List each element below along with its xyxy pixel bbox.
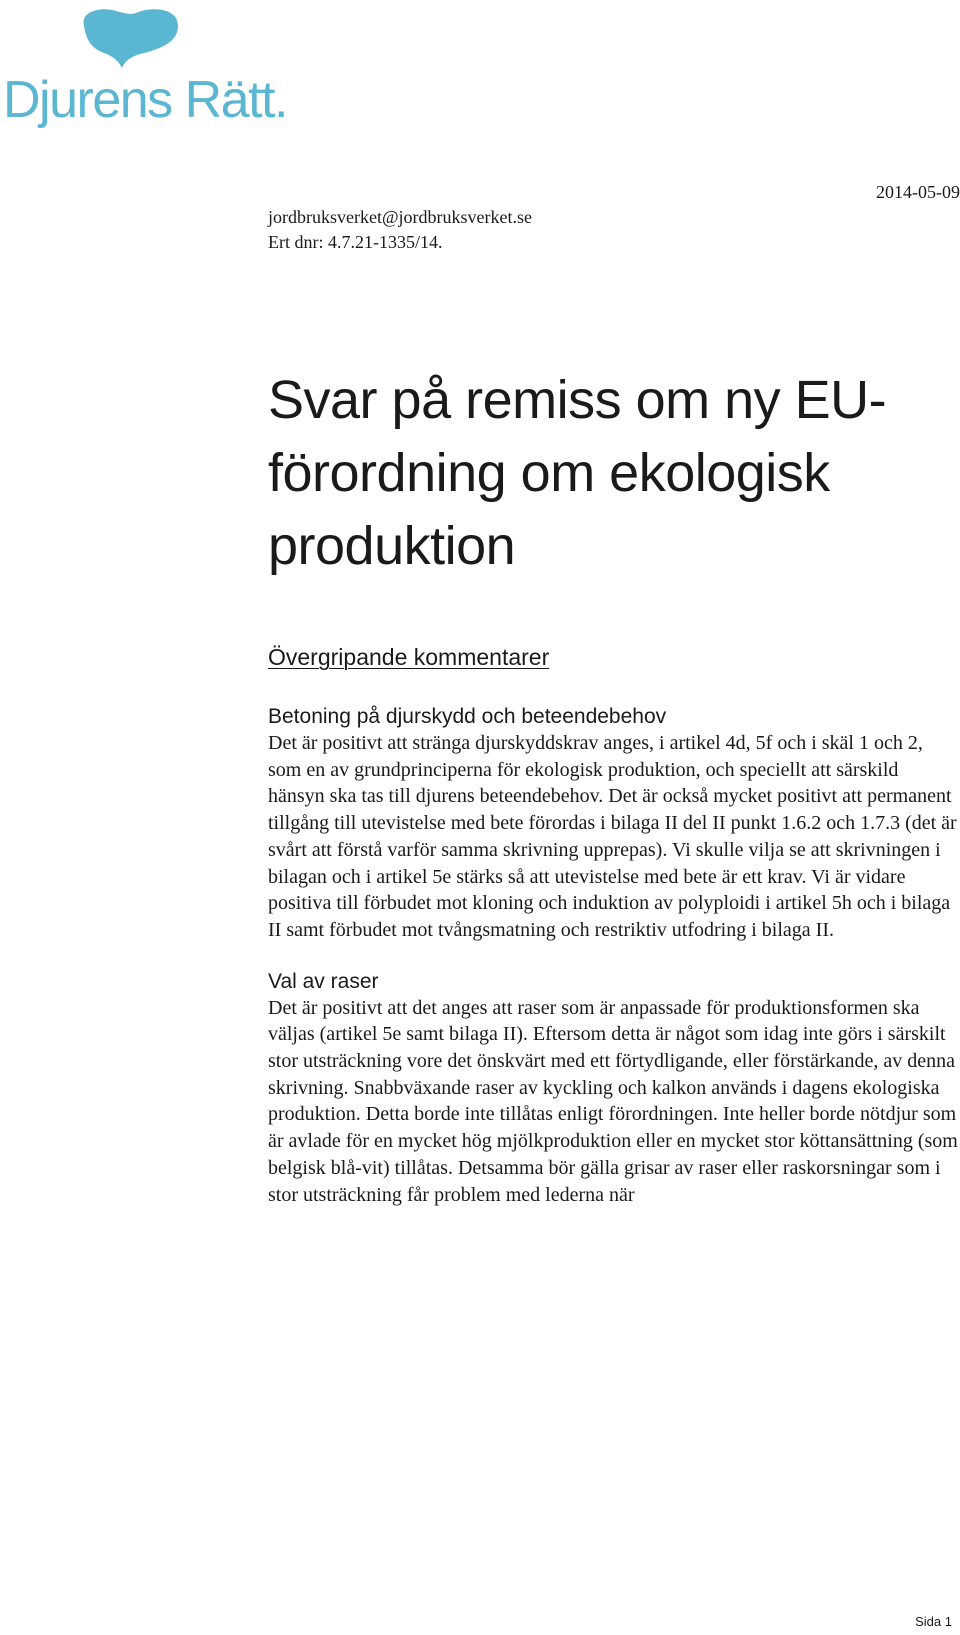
title-line: Svar på remiss om ny EU-: [268, 370, 887, 430]
logo-wordmark: Djurens Rätt.: [3, 71, 287, 129]
title-line: förordning om ekologisk: [268, 443, 830, 503]
paragraph-animal-welfare: Det är positivt att stränga djurskyddskrav anges, i artikel 4d, 5f och i skäl 1 och 2, som en av grundprinciperna för ekologisk produktion, och speciellt att särskild hänsyn ska tas till djurens beteendebehov. Det är också mycket positivt att permanent tillgång till utevistelse med bete förordas i bilaga II del II punkt 1.6.2 och 1.7.3 (det är svårt att förstå varför samma skrivning upprepas). Vi skulle vilja se att skrivningen i bilagan och i artikel 5e stärks så att utevistelse med bete är ett krav. Vi är vidare positiva till förbudet mot kloning och induktion av polyploidi i artikel 5h och i bilaga II samt förbudet mot tvångsmatning och restriktiv utfodring i bilaga II.: [268, 732, 957, 941]
subheading-breeds: Val av raser: [268, 969, 379, 993]
title-line: produktion: [268, 516, 516, 576]
subheading-animal-welfare: Betoning på djurskydd och beteendebehov: [268, 705, 667, 728]
section-heading: Övergripande kommentarer: [268, 644, 550, 670]
heart-icon: [78, 6, 182, 68]
document-date: 2014-05-09: [876, 182, 960, 202]
paragraph-breeds: Det är positivt att det anges att raser som är anpassade för produktionsformen ska väljas (artikel 5e samt bilaga II). Eftersom detta är något som idag inte görs i särskilt stor utsträckning vore det önskvärt med ett förtydligande, eller förstärkande, av denna skrivning. Snabbväxande raser av kyckling och kalkon används i dagens ekologiska produktion. Detta borde inte tillåtas enligt förordningen. Inte heller borde nötdjur som är avlade för en mycket hög mjölkproduktion eller en mycket stor köttansättning (som belgisk blå-vit) tillåtas. Detsamma bör gälla grisar av raser eller raskorsningar som i stor utsträckning får problem med lederna när: [268, 996, 958, 1206]
recipient-block: [268, 205, 532, 255]
document-title: [268, 364, 958, 583]
recipient-email: jordbruksverket@jordbruksverket.se: [268, 207, 533, 227]
logo: [0, 0, 320, 140]
page-number: Sida 1: [915, 1614, 952, 1629]
reference-number: Ert dnr: 4.7.21-1335/14.: [268, 232, 443, 252]
document-body: [268, 364, 958, 1208]
